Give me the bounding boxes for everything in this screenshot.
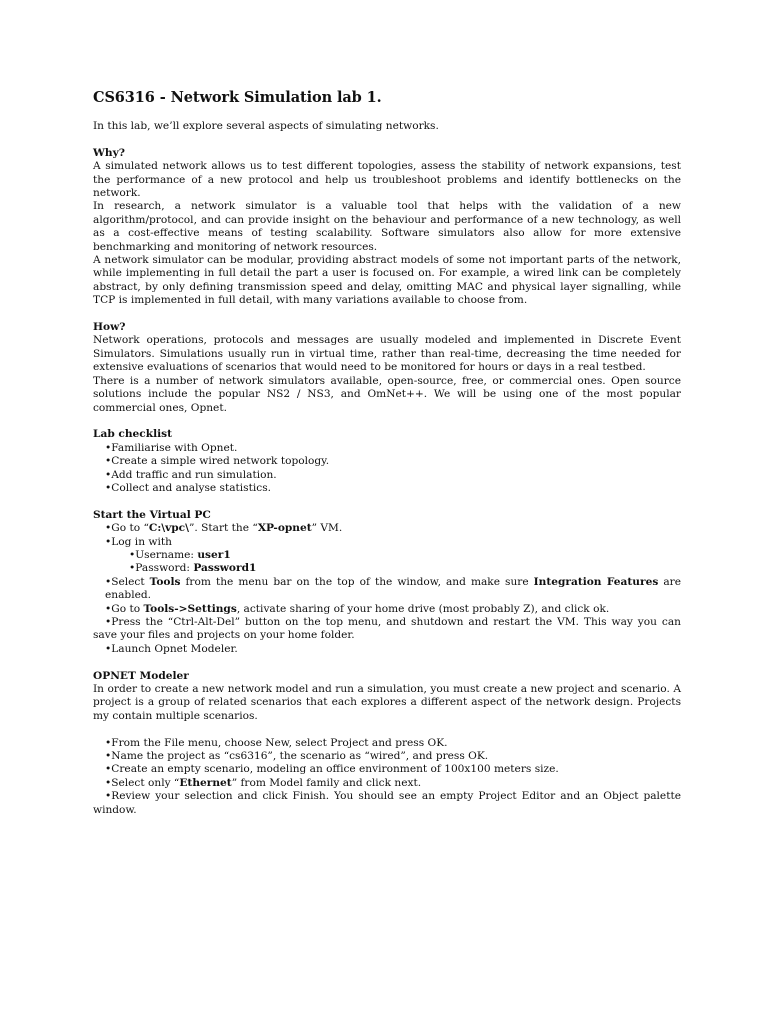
modeler-paragraph: In order to create a new network model and run a simulation, you must create a new project and scenario. A project is a group of related scenarios that each explores a different aspect of the network design. Projects my contain multiple scenarios. [93, 682, 681, 722]
why-paragraph-2: In research, a network simulator is a valuable tool that helps with the validation of a new algorithm/protocol, and can provide insight on the behaviour and performance of a new technology, as well as a cost-effective means of testing scalability. Software simulators also allow for more extensive benchmarking and monitoring of network resources. [93, 200, 681, 253]
username-label: •Username: [129, 548, 198, 561]
document-title: CS6316 - Network Simulation lab 1. [93, 89, 382, 106]
goto-text: ” VM. [311, 522, 343, 535]
spacer [93, 723, 681, 736]
restart-step: •Press the “Ctrl-Alt-Del” button on the top menu, and shutdown and restart the VM. This way you can save your files and projects on your home folder. [93, 615, 681, 642]
intro-paragraph: In this lab, we’ll explore several aspects of simulating networks. [93, 120, 439, 132]
step-text: •Go to [105, 602, 144, 615]
password-label: •Password: [129, 562, 194, 575]
settings-step [105, 603, 681, 616]
checklist-item: •Collect and analyse statistics. [105, 481, 271, 494]
modeler-step: •Review your selection and click Finish. You should see an empty Project Editor and an Object palette window. [93, 790, 681, 816]
tools-menu-name: Tools [149, 575, 181, 588]
spacer [93, 308, 681, 321]
step-text: from the menu bar on the top of the window, and make sure [180, 575, 534, 588]
why-paragraph-3: A network simulator can be modular, providing abstract models of some not important parts of the network, while implementing in full detail the part a user is focused on. For example, a wired link can be completely abstract, by only defining transmission speed and delay, omitting MAC and physical layer signalling, while TCP is implemented in full detail, with many variations available to choose from. [93, 254, 681, 307]
settings-path: Tools->Settings [143, 602, 237, 615]
username-value: user1 [197, 548, 231, 561]
how-heading: How? [93, 321, 126, 334]
username-step [129, 549, 681, 562]
goto-vpc-step [105, 522, 681, 535]
step-text: , activate sharing of your home drive (most probably Z), and click ok. [236, 602, 610, 615]
goto-text: ”. Start the “ [189, 522, 258, 535]
modeler-step: •Create an empty scenario, modeling an office environment of 100x100 meters size. [105, 763, 559, 776]
why-paragraph-1: A simulated network allows us to test different topologies, assess the stability of network expansions, test the performance of a new protocol and help us troubleshoot problems and identify bottlenecks on the network. [93, 160, 681, 200]
start-vpc-heading: Start the Virtual PC [93, 508, 211, 521]
spacer [93, 133, 681, 146]
how-paragraph-2: There is a number of network simulators available, open-source, free, or commercial ones. Open source solutions include the popular NS2 / NS3, and OmNet++. We will be using one of the most popular commercial ones, Opnet. [93, 374, 681, 414]
integration-feature-name: Integration Features [533, 575, 659, 588]
step-text: ” from Model family and click next. [231, 776, 422, 789]
modeler-heading: OPNET Modeler [93, 669, 189, 682]
password-value: Password1 [193, 562, 257, 575]
why-heading: Why? [93, 146, 125, 159]
spacer [93, 656, 681, 669]
vpc-path: C:\vpc\ [148, 522, 189, 535]
step-text: •Select only “ [105, 776, 180, 789]
integration-step [105, 576, 681, 603]
checklist-item: •Create a simple wired network topology. [105, 455, 330, 468]
how-paragraph-1: Network operations, protocols and messages are usually modeled and implemented in Discrete Event Simulators. Simulations usually run in virtual time, rather than real-time, decreasing the time needed for extensive evaluations of scenarios that would need to be monitored for hours or days in a real testbed. [93, 334, 681, 374]
login-step: •Log in with [105, 535, 172, 548]
modeler-step: •From the File menu, choose New, select Project and press OK. [105, 736, 448, 749]
spacer [93, 495, 681, 508]
checklist-heading: Lab checklist [93, 428, 172, 441]
goto-text: •Go to “ [105, 522, 149, 535]
password-step [129, 562, 681, 575]
modeler-step: •Name the project as “cs6316”, the scenario as “wired”, and press OK. [105, 750, 489, 762]
step-text: •Select [105, 575, 150, 588]
vm-name: XP-opnet [257, 522, 312, 535]
checklist-item: •Add traffic and run simulation. [105, 468, 277, 481]
document-page [93, 88, 681, 817]
launch-step: •Launch Opnet Modeler. [105, 642, 238, 655]
checklist-item: •Familiarise with Opnet. [105, 441, 238, 454]
modeler-step [105, 777, 681, 790]
step-text: are enabled. [105, 575, 681, 602]
spacer [93, 415, 681, 428]
model-family-name: Ethernet [179, 776, 232, 789]
